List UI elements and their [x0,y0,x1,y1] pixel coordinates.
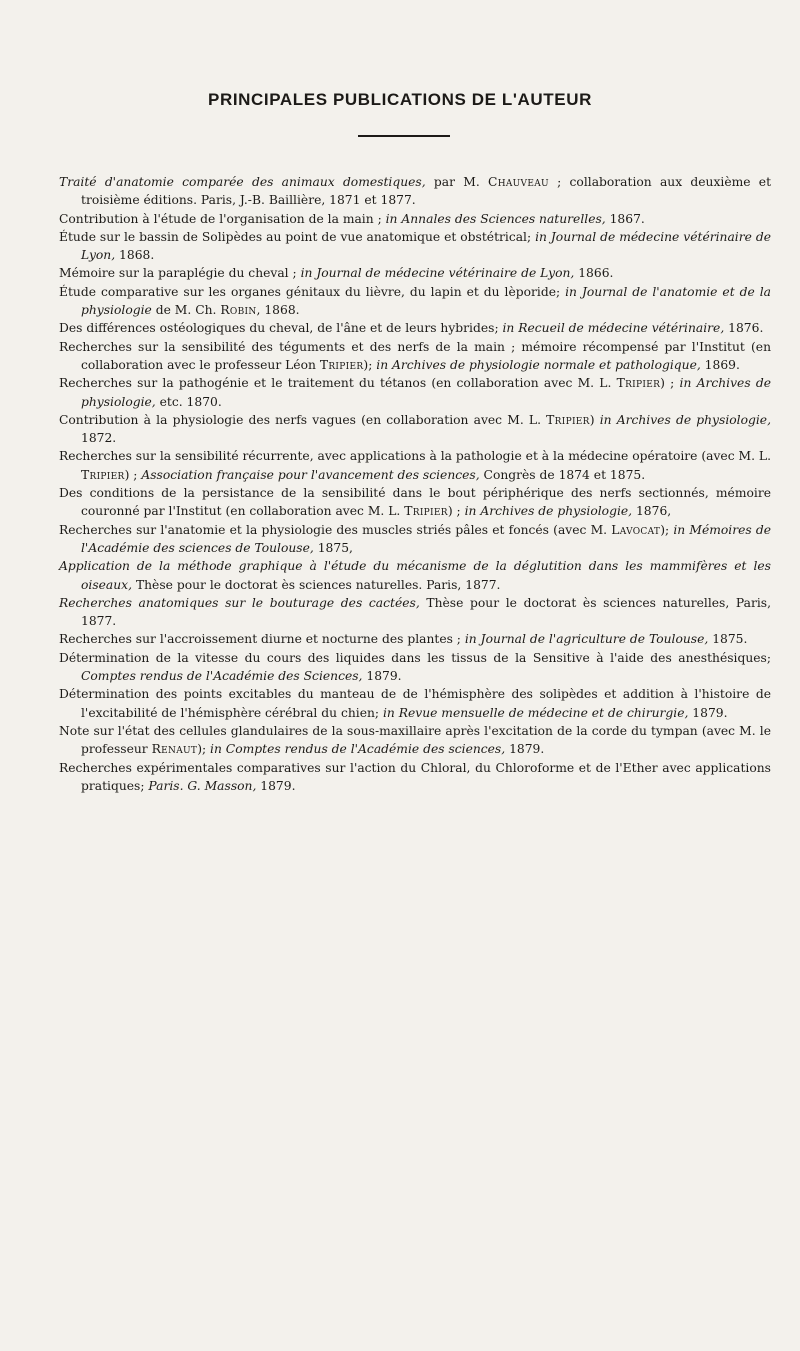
publication-entry: Des conditions de la persistance de la sensibilité dans le bout périphérique des nerfs sectionnés, mémoire couronné par l'Institut (en collaboration avec M. L. Tripier) ; in Archives de physiologie, 1876, [59,486,771,519]
publication-entry: Recherches sur l'accroissement diurne et nocturne des plantes ; in Journal de l'agriculture de Toulouse, 1875. [59,632,748,647]
publication-entry: Recherches sur la sensibilité récurrente, avec applications à la pathologie et à la médecine opératoire (avec M. L. Tripier) ; Association française pour l'avancement des sciences, Congrès de 1874 et 1875. [59,449,771,482]
page-title: PRINCIPALES PUBLICATIONS DE L'AUTEUR [208,90,592,109]
publication-entry: Note sur l'état des cellules glandulaires de la sous-maxillaire après l'excitation de la corde du tympan (avec M. le professeur Renaut); in Comptes rendus de l'Académie des sciences, 1879. [59,723,771,757]
publication-entry: Des différences ostéologiques du cheval, de l'âne et de leurs hybrides; in Recueil de médecine vétérinaire, 1876. [59,321,764,336]
publication-entry: Mémoire sur la paraplégie du cheval ; in Journal de médecine vétérinaire de Lyon, 1866. [59,266,614,281]
publication-entry: Contribution à la physiologie des nerfs vagues (en collaboration avec M. L. Tripier) in Archives de physiologie, 1872. [59,412,771,446]
publication-entry: Détermination des points excitables du manteau de de l'hémisphère des solipèdes et addition à l'histoire de l'excitabilité de l'hémisphère cérébral du chien; in Revue mensuelle de médecine et de chirurgie, 1879. [59,687,771,720]
publication-entry: Recherches sur l'anatomie et la physiologie des muscles striés pâles et foncés (avec M. Lavocat); in Mémoires de l'Académie des sciences de Toulouse, 1875, [59,522,772,555]
publication-entry: Étude sur le bassin de Solipèdes au point de vue anatomique et obstétrical; in Journal de médecine vétérinaire de Lyon, 1868. [59,229,771,263]
publication-entry: Étude comparative sur les organes génitaux du lièvre, du lapin et du lèporide; in Journal de l'anatomie et de la physiologie de M. Ch. Robin, 1868. [59,284,771,318]
publication-list [59,173,771,795]
publication-entry: Recherches expérimentales comparatives sur l'action du Chloral, du Chloroforme et de l'Ether avec applications pratiques; Paris. G. Masson, 1879. [59,760,771,793]
publication-entry: Traité d'anatomie comparée des animaux domestiques, par M. Chauveau ; collaboration aux deuxième et troisième éditions. Paris, J.-B. Baillière, 1871 et 1877. [59,175,772,208]
publication-entry: Application de la méthode graphique à l'étude du mécanisme de la déglutition dans les mammifères et les oiseaux, Thèse pour le doctorat ès sciences naturelles. Paris, 1877. [59,559,771,592]
publication-entry: Détermination de la vitesse du cours des liquides dans les tissus de la Sensitive à l'aide des anesthésiques; Comptes rendus de l'Académie des Sciences, 1879. [59,650,771,684]
title-rule [358,135,450,137]
publication-entry: Recherches sur la pathogénie et le traitement du tétanos (en collaboration avec M. L. Tripier) ; in Archives de physiologie, etc. 1870. [59,376,771,409]
publication-entry: Recherches anatomiques sur le bouturage des cactées, Thèse pour le doctorat ès sciences naturelles, Paris, 1877. [59,595,771,629]
publication-entry: Recherches sur la sensibilité des téguments et des nerfs de la main ; mémoire récompensé par l'Institut (en collaboration avec le professeur Léon Tripier); in Archives de physiologie normale et pathologique, 1869. [59,339,771,372]
publication-entry: Contribution à l'étude de l'organisation de la main ; in Annales des Sciences naturelles, 1867. [59,211,645,226]
